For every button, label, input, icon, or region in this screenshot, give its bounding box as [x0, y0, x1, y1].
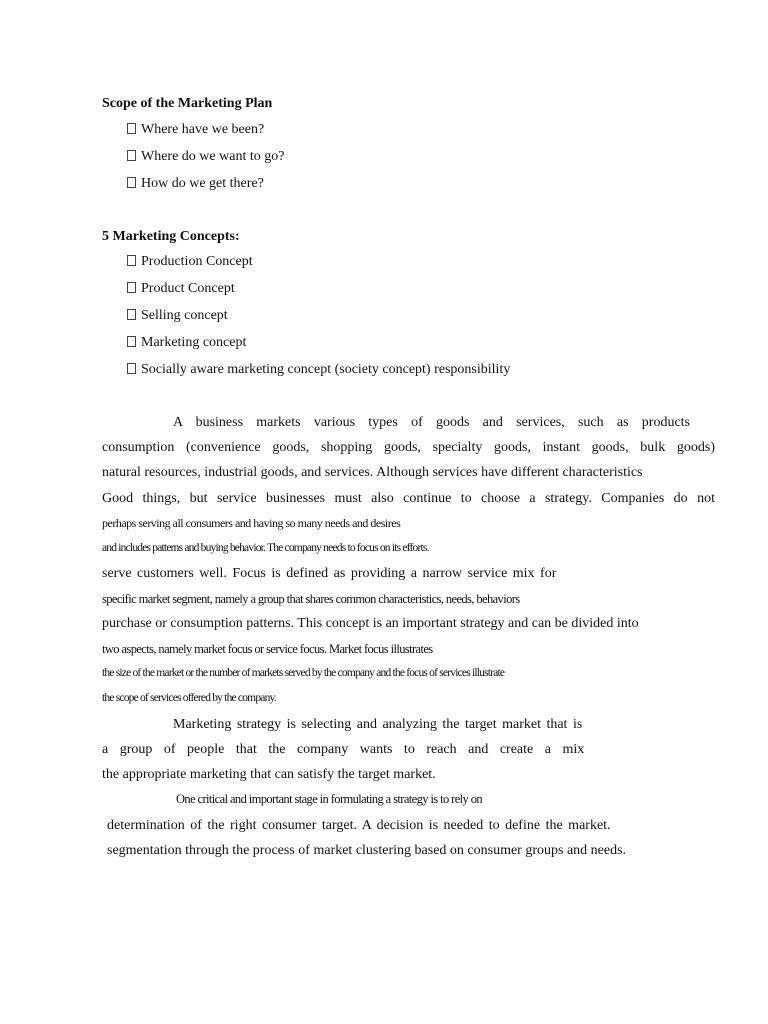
checkbox-bullet-icon — [127, 282, 136, 293]
paragraph-line: natural resources, industrial goods, and services. Although services have different characteristics — [102, 465, 643, 480]
checkbox-bullet-icon — [127, 123, 136, 134]
paragraph-line: specific market segment, namely a group that shares common characteristics, needs, behaviors — [102, 592, 520, 606]
paragraph-line: serve customers well. Focus is defined as providing a narrow service mix for — [102, 566, 557, 581]
paragraph-line: the size of the market or the number of markets served by the company and the focus of services illustrate — [102, 667, 505, 679]
paragraph-line: determination of the right consumer target. A decision is needed to define the market. — [107, 818, 611, 833]
concept-item-2: Product Concept — [127, 281, 235, 297]
scope-item-3: How do we get there? — [127, 176, 264, 192]
concept-item-5: Socially aware marketing concept (society concept) responsibility — [127, 362, 510, 378]
checkbox-bullet-icon — [127, 255, 136, 266]
scope-item-2: Where do we want to go? — [127, 149, 284, 165]
paragraph-line: purchase or consumption patterns. This concept is an important strategy and can be divided into — [102, 616, 639, 631]
checkbox-bullet-icon — [127, 336, 136, 347]
concepts-heading: 5 Marketing Concepts: — [102, 229, 240, 244]
checkbox-bullet-icon — [127, 309, 136, 320]
paragraph-line: the scope of services offered by the company. — [102, 692, 276, 704]
paragraph-line: segmentation through the process of market clustering based on consumer groups and needs. — [107, 843, 627, 858]
paragraph-line: Good things, but service businesses must also continue to choose a strategy. Companies do not — [102, 491, 715, 506]
scope-heading: Scope of the Marketing Plan — [102, 96, 273, 111]
concept-item-3: Selling concept — [127, 308, 228, 324]
paragraph-line: A business markets various types of goods and services, such as products — [173, 415, 690, 430]
paragraph-line: a group of people that the company wants to reach and create a mix — [102, 742, 585, 757]
checkbox-bullet-icon — [127, 363, 136, 374]
paragraph-line: perhaps serving all consumers and having so many needs and desires — [102, 516, 401, 530]
checkbox-bullet-icon — [127, 150, 136, 161]
paragraph-line: two aspects, namely market focus or service focus. Market focus illustrates — [102, 642, 433, 656]
concept-item-4: Marketing concept — [127, 335, 246, 351]
checkbox-bullet-icon — [127, 177, 136, 188]
paragraph-line: the appropriate marketing that can satisfy the target market. — [102, 767, 436, 782]
concept-item-1: Production Concept — [127, 254, 253, 270]
scope-item-1: Where have we been? — [127, 122, 264, 138]
paragraph-line: One critical and important stage in formulating a strategy is to rely on — [176, 792, 483, 806]
paragraph-line: consumption (convenience goods, shopping goods, specialty goods, instant goods, bulk goods) — [102, 440, 715, 455]
paragraph-line: Marketing strategy is selecting and analyzing the target market that is — [173, 717, 583, 732]
paragraph-line: and includes patterns and buying behavior. The company needs to focus on its efforts. — [102, 542, 429, 554]
